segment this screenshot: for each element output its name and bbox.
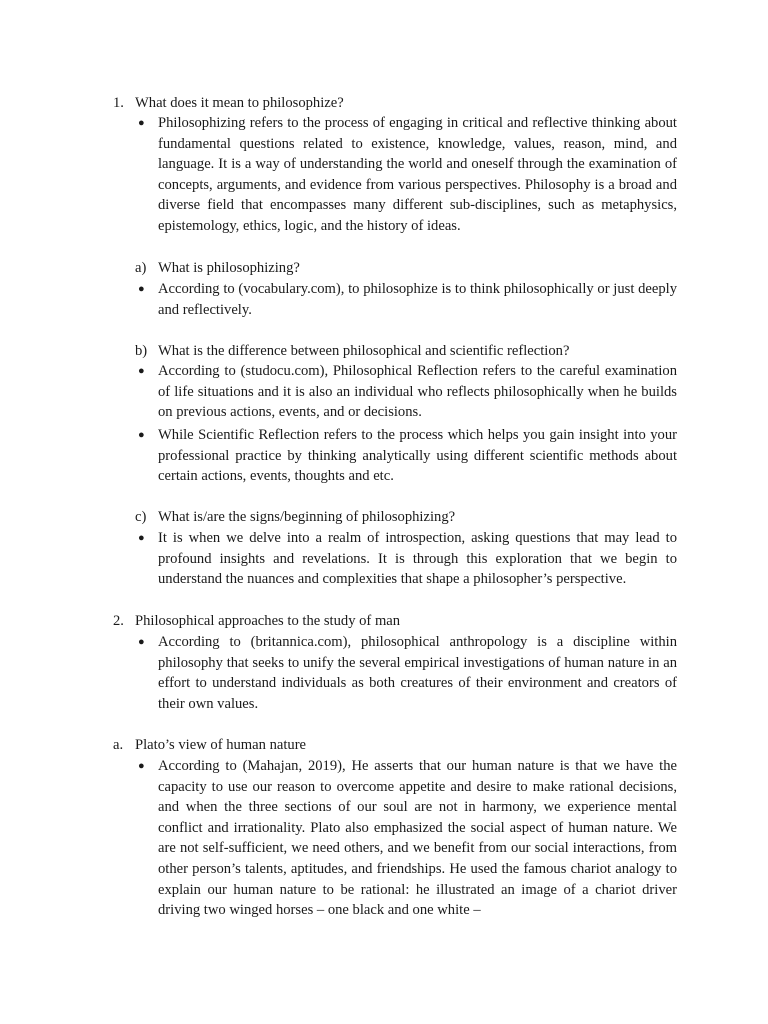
subsection-heading: What is philosophizing? [158, 260, 300, 276]
bullet-text: While Scientific Reflection refers to the process which helps you gain insight into your professional practice by thinking analytically using different scientific methods about certain actions, events, thoughts and etc. [158, 427, 677, 485]
bullet-icon: ● [138, 636, 145, 648]
bullet-icon: ● [138, 760, 145, 772]
bullet-icon: ● [138, 429, 145, 441]
bullet-icon: ● [138, 117, 145, 129]
subsection-letter: a) [135, 260, 147, 276]
bullet-icon: ● [138, 283, 145, 295]
bullet-text: According to (vocabulary.com), to philosophize is to think philosophically or just deeply and reflectively. [158, 281, 677, 318]
bullet-text: It is when we delve into a realm of introspection, asking questions that may lead to profound insights and revelations. It is through this exploration that we begin to understand the nuances and complexities that shape a philosopher’s perspective. [158, 530, 677, 588]
section-letter: a. [113, 737, 124, 753]
bullet-text: According to (Mahajan, 2019), He asserts that our human nature is that we have the capacity to use our reason to overcome appetite and desire to make rational decisions, and when the three sections of our soul are not in harmony, we experience mental conflict and irrationality. Plato also emphasized the social aspect of human nature. We are not self-sufficient, we need others, and we benefit from our social interactions, from other person’s talents, aptitudes, and friendships. He used the famous chariot analogy to explain our human nature to be rational: he illustrated an image of a chariot driver driving two winged horses – one black and one white – [158, 758, 677, 919]
section-number: 1. [113, 95, 124, 111]
bullet-text: Philosophizing refers to the process of engaging in critical and reflective thinking about fundamental questions related to existence, knowledge, values, reason, mind, and language. It is a way of understanding the world and oneself through the examination of concepts, arguments, and evidence from various perspectives. Philosophy is a broad and diverse field that encompasses many different sub-disciplines, such as metaphysics, epistemology, ethics, logic, and the history of ideas. [158, 115, 677, 234]
bullet-icon: ● [138, 532, 145, 544]
subsection-letter: c) [135, 509, 147, 525]
subsection-letter: b) [135, 343, 148, 359]
section-heading: Plato’s view of human nature [135, 737, 307, 753]
bullet-text: According to (britannica.com), philosophical anthropology is a discipline within philosophy that seeks to unify the several empirical investigations of human nature in an effort to understand individuals as both creatures of their environment and creators of their own values. [158, 634, 677, 712]
section-number: 2. [113, 613, 124, 629]
subsection-heading: What is/are the signs/beginning of philosophizing? [158, 509, 456, 525]
section-heading: Philosophical approaches to the study of man [135, 613, 401, 629]
section-heading: What does it mean to philosophize? [135, 95, 344, 111]
bullet-text: According to (studocu.com), Philosophical Reflection refers to the careful examination of life situations and it is also an individual who reflects philosophically when he builds on previous actions, events, and or decisions. [158, 363, 677, 421]
bullet-icon: ● [138, 365, 145, 377]
subsection-heading: What is the difference between philosophical and scientific reflection? [158, 343, 570, 359]
